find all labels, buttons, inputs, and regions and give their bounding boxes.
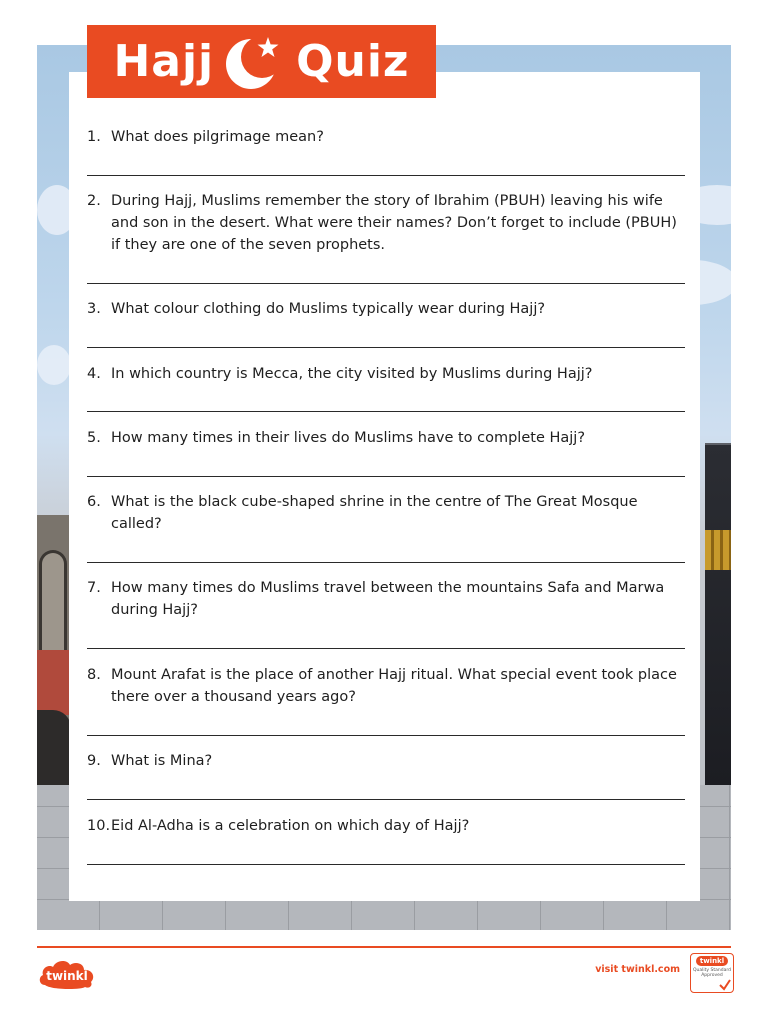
visit-twinkl-link[interactable]: visit twinkl.com <box>595 964 680 975</box>
question-text: What colour clothing do Muslims typically wear during Hajj? <box>111 301 546 317</box>
question-10 <box>87 815 685 837</box>
crescent-star-icon <box>224 31 286 93</box>
question-number: 2. <box>87 193 101 209</box>
question-number: 5. <box>87 430 101 446</box>
question-text: Eid Al-Adha is a celebration on which day of Hajj? <box>111 818 470 834</box>
answer-line-10[interactable] <box>87 864 685 865</box>
question-text: During Hajj, Muslims remember the story of Ibrahim (PBUH) leaving his wife and son in the desert. What were their names? Don’t forget to include (PBUH) if they are one of the seven prophets. <box>111 193 677 253</box>
answer-line-9[interactable] <box>87 799 685 800</box>
question-9 <box>87 750 685 772</box>
answer-line-7[interactable] <box>87 648 685 649</box>
question-number: 10. <box>87 818 111 834</box>
question-number: 8. <box>87 667 101 683</box>
kaaba-gold-band <box>705 530 731 570</box>
answer-line-6[interactable] <box>87 562 685 563</box>
checkmark-icon <box>719 979 731 991</box>
twinkl-logo[interactable] <box>37 955 97 991</box>
question-number: 4. <box>87 366 101 382</box>
answer-line-4[interactable] <box>87 411 685 412</box>
question-1 <box>87 126 685 148</box>
title-word-hajj: Hajj <box>113 35 215 87</box>
badge-text: Quality Standard Approved <box>693 968 731 978</box>
question-4 <box>87 363 685 385</box>
question-number: 3. <box>87 301 101 317</box>
question-5 <box>87 427 685 449</box>
question-2 <box>87 190 685 256</box>
question-text: How many times in their lives do Muslims have to complete Hajj? <box>111 430 586 446</box>
question-6 <box>87 491 685 535</box>
question-text: What is Mina? <box>111 753 213 769</box>
title-banner <box>87 25 436 98</box>
title-word-quiz: Quiz <box>296 35 410 87</box>
answer-line-1[interactable] <box>87 175 685 176</box>
question-text: What does pilgrimage mean? <box>111 129 324 145</box>
red-wall <box>37 650 71 715</box>
answer-line-2[interactable] <box>87 283 685 284</box>
question-7 <box>87 577 685 621</box>
question-number: 1. <box>87 129 101 145</box>
dark-arch <box>37 710 71 790</box>
footer-divider <box>37 946 731 948</box>
kaaba-illustration <box>705 445 731 785</box>
answer-line-3[interactable] <box>87 347 685 348</box>
quality-standard-badge <box>690 953 734 993</box>
question-text: In which country is Mecca, the city visited by Muslims during Hajj? <box>111 366 593 382</box>
answer-line-8[interactable] <box>87 735 685 736</box>
question-text: Mount Arafat is the place of another Hajj ritual. What special event took place there over a thousand years ago? <box>111 667 677 705</box>
badge-brand: twinkl <box>696 956 728 966</box>
twinkl-logo-text: twinkl <box>46 969 88 983</box>
question-text: How many times do Muslims travel between the mountains Safa and Marwa during Hajj? <box>111 580 665 618</box>
question-3 <box>87 298 685 320</box>
mosque-arch <box>39 550 67 650</box>
question-number: 6. <box>87 494 101 510</box>
answer-line-5[interactable] <box>87 476 685 477</box>
question-number: 7. <box>87 580 101 596</box>
question-text: What is the black cube-shaped shrine in the centre of The Great Mosque called? <box>111 494 638 532</box>
question-8 <box>87 664 685 708</box>
question-number: 9. <box>87 753 101 769</box>
cloud <box>37 345 71 385</box>
